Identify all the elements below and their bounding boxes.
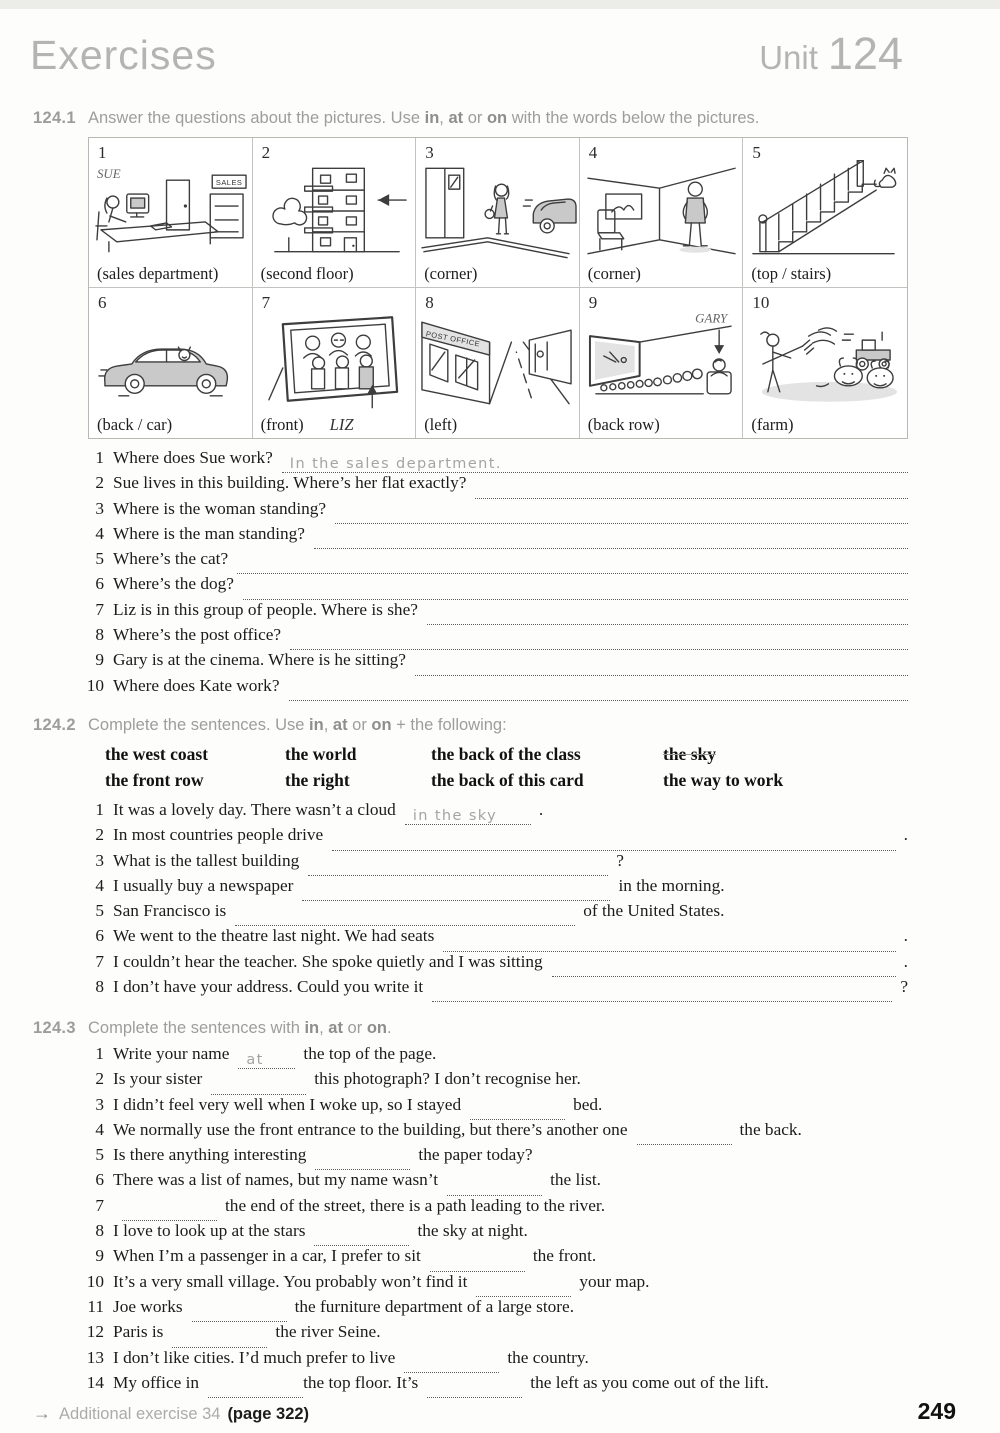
sentence-row xyxy=(78,1145,908,1170)
preposition-in: in xyxy=(424,109,440,127)
sentence-text-after-blank: of the United States. xyxy=(583,901,725,921)
question-text: Where is the man standing? xyxy=(113,523,305,543)
sentence-row xyxy=(78,876,908,901)
picture-caption: (corner) xyxy=(587,264,641,283)
sentence-text-after-blank: the end of the street, there is a path leading to the river. xyxy=(225,1195,606,1215)
question-row xyxy=(78,473,908,498)
picture-number: 8 xyxy=(425,293,434,312)
sentence-text: I couldn’t hear the teacher. She spoke quietly and I was sitting xyxy=(113,951,543,971)
unit-heading xyxy=(759,28,903,80)
sentence-text: It was a lovely day. There wasn’t a cloud xyxy=(113,800,396,819)
exercise-1-number: 124.1 xyxy=(33,109,76,127)
picture-cell-6 xyxy=(89,288,253,438)
exercise-2-sentences xyxy=(0,800,1000,1002)
answer-blank xyxy=(172,1334,267,1348)
answer-blank xyxy=(415,662,908,676)
question-text: Where does Kate work? xyxy=(113,675,280,695)
word-bank-item: the west coast xyxy=(105,744,209,764)
exercise-3-number: 124.3 xyxy=(33,1019,76,1037)
sentence-text: I don’t have your address. Could you write it xyxy=(113,977,424,997)
question-text: Where is the woman standing? xyxy=(113,498,327,518)
room-corner-illustration xyxy=(582,160,741,260)
sentence-text: It’s a very small village. You probably won’t find it xyxy=(113,1271,468,1291)
picture-number: 6 xyxy=(98,293,107,312)
sentence-row xyxy=(78,952,908,977)
sentence-text: When I’m a passenger in a car, I prefer to sit xyxy=(113,1246,421,1266)
sentence-text-after-blank: the paper today? xyxy=(418,1145,533,1165)
sentence-number: 11 xyxy=(87,1296,104,1316)
question-number: 5 xyxy=(95,549,104,569)
sentence-row xyxy=(78,1322,908,1347)
answer-blank xyxy=(475,485,908,499)
sentence-row xyxy=(78,1297,908,1322)
handwritten-answer: In the sales department. xyxy=(289,456,502,473)
answer-blank xyxy=(335,510,908,524)
word-bank-item: the world xyxy=(285,744,357,764)
answer-blank xyxy=(314,1232,409,1246)
picture-caption: (corner) xyxy=(424,264,478,283)
sentence-text-after-blank: . xyxy=(903,951,908,971)
sentence-row xyxy=(78,1348,908,1373)
sales-department-illustration xyxy=(91,160,250,260)
answer-blank xyxy=(289,687,909,701)
sentence-row xyxy=(78,1272,908,1297)
word-bank-item: the back of the class xyxy=(431,744,581,764)
question-row xyxy=(78,676,908,701)
exercise-2-number: 124.2 xyxy=(33,716,76,734)
sentence-text-after-blank: ? xyxy=(616,850,624,870)
sentence-text-after-blank: the back. xyxy=(739,1119,802,1139)
sentence-text: I love to look up at the stars xyxy=(113,1221,306,1241)
sentence-text: I don’t like cities. I’d much prefer to live xyxy=(113,1347,396,1367)
sentence-row xyxy=(78,901,908,926)
picture-number: 3 xyxy=(425,143,434,162)
picture-caption: (sales department) xyxy=(97,264,219,283)
picture-cell-4 xyxy=(580,138,744,288)
picture-number: 5 xyxy=(752,143,761,162)
preposition-at: at xyxy=(328,1019,343,1037)
sentence-number: 6 xyxy=(95,1170,104,1190)
post-office-street-illustration xyxy=(418,310,577,410)
page-reference: (page 322) xyxy=(227,1405,310,1423)
answer-blank xyxy=(192,1308,287,1322)
sentence-text-after-blank: in the morning. xyxy=(618,875,725,895)
answer-blank xyxy=(476,1283,571,1297)
question-number: 8 xyxy=(95,625,104,645)
page-footer xyxy=(33,1398,956,1425)
answer-blank xyxy=(637,1131,732,1145)
sentence-row xyxy=(78,1221,908,1246)
answer-blank xyxy=(315,1156,410,1170)
picture-cell-9 xyxy=(580,288,744,438)
additional-exercise-ref xyxy=(33,1403,309,1424)
picture-number: 2 xyxy=(261,143,271,162)
answer-blank xyxy=(122,1207,217,1221)
sentence-number: 7 xyxy=(95,951,104,971)
question-number: 6 xyxy=(95,574,104,594)
question-text: Sue lives in this building. Where’s her flat exactly? xyxy=(113,473,467,493)
instruction-text: , xyxy=(319,1019,329,1037)
picture-cell-7 xyxy=(253,288,417,438)
instruction-text: Answer the questions about the pictures. Use xyxy=(88,109,425,127)
sue-label: SUE xyxy=(96,166,121,182)
preposition-in: in xyxy=(309,716,324,734)
answer-blank xyxy=(447,1182,542,1196)
answer-blank xyxy=(238,1052,295,1069)
preposition-on: on xyxy=(486,109,508,127)
sentence-number: 5 xyxy=(95,1145,104,1165)
picture-cell-3 xyxy=(416,138,580,288)
question-row xyxy=(78,600,908,625)
sales-sign-label: SALES xyxy=(215,178,243,188)
question-number: 10 xyxy=(86,675,104,695)
sentence-number: 13 xyxy=(86,1347,104,1367)
preposition-in: in xyxy=(304,1019,320,1037)
preposition-at: at xyxy=(448,109,464,127)
sentence-text-after-blank: the furniture department of a large store. xyxy=(294,1296,575,1316)
question-number: 4 xyxy=(95,523,104,543)
sentence-number: 2 xyxy=(95,825,104,845)
instruction-text: , xyxy=(439,109,449,127)
question-text: Where does Sue work? xyxy=(113,448,273,467)
exercise-3-sentences xyxy=(0,1044,1000,1398)
sentence-text: We went to the theatre last night. We had seats xyxy=(113,926,435,946)
exercise-1-instruction xyxy=(88,109,759,128)
picture-number: 9 xyxy=(588,293,598,312)
sentence-number: 8 xyxy=(95,977,104,997)
sentence-text: There was a list of names, but my name wasn’t xyxy=(113,1170,439,1190)
answer-blank xyxy=(308,862,608,876)
answer-blank xyxy=(237,560,908,574)
sentence-text-after-blank: . xyxy=(538,800,544,819)
sentence-text-after-blank: the top of the page. xyxy=(303,1044,437,1063)
sentence-number: 7 xyxy=(95,1195,104,1215)
picture-caption: (farm) xyxy=(751,415,794,434)
right-arrow-icon: → xyxy=(33,1403,51,1423)
sentence-text-after-blank: this photograph? I don’t recognise her. xyxy=(314,1069,581,1089)
answer-blank xyxy=(290,636,908,650)
staircase-cat-illustration xyxy=(745,160,904,260)
sentence-text-after-blank: bed. xyxy=(573,1094,603,1114)
liz-label: LIZ xyxy=(329,415,354,434)
picture-number: 7 xyxy=(261,293,271,312)
picture-caption: (back row) xyxy=(587,415,660,434)
answer-blank xyxy=(314,535,908,549)
picture-caption: (left) xyxy=(424,415,458,434)
sentence-row xyxy=(78,1044,908,1069)
answer-blank xyxy=(470,1106,565,1120)
sentence-text-after-blank: the river Seine. xyxy=(275,1322,381,1342)
picture-number: 1 xyxy=(98,143,107,162)
sentence-number: 3 xyxy=(95,1094,104,1114)
sentence-text: San Francisco is xyxy=(113,901,227,921)
question-text: Where’s the dog? xyxy=(113,574,234,594)
answer-blank xyxy=(427,611,908,625)
picture-cell-5 xyxy=(743,138,907,288)
unit-word: Unit xyxy=(759,39,818,76)
sentence-text: Write your name xyxy=(113,1044,230,1063)
instruction-text: . xyxy=(386,1019,392,1037)
sentence-number: 1 xyxy=(95,1044,104,1063)
sentence-row xyxy=(78,1095,908,1120)
word-bank-item: the way to work xyxy=(663,770,784,790)
sentence-number: 4 xyxy=(95,1119,104,1139)
sentence-text: Paris is xyxy=(113,1322,164,1342)
question-row xyxy=(78,650,908,675)
sentence-row xyxy=(78,1373,908,1398)
question-number: 2 xyxy=(95,473,104,493)
answer-blank xyxy=(208,1384,303,1398)
sentence-text: I usually buy a newspaper xyxy=(113,875,294,895)
sentence-row xyxy=(78,1246,908,1271)
exercise-3-heading xyxy=(33,1019,960,1038)
picture-caption: (back / car) xyxy=(97,415,173,434)
answer-blank xyxy=(430,1258,525,1272)
exercise-3-instruction xyxy=(88,1019,392,1038)
question-row xyxy=(78,499,908,524)
sentence-number: 4 xyxy=(95,875,104,895)
unit-number: 124 xyxy=(827,28,903,79)
instruction-text: with the words below the pictures. xyxy=(507,109,760,127)
picture-caption: (second floor) xyxy=(260,264,354,283)
question-text: Gary is at the cinema. Where is he sitting? xyxy=(113,650,406,670)
sentence-row xyxy=(78,977,908,1002)
answer-blank xyxy=(302,887,610,901)
sentence-row xyxy=(78,1069,908,1094)
answer-blank xyxy=(243,586,908,600)
answer-blank xyxy=(405,808,531,825)
answer-blank xyxy=(404,1359,499,1373)
answer-blank xyxy=(211,1081,306,1095)
picture-grid xyxy=(88,137,908,439)
answer-blank-2 xyxy=(427,1384,522,1398)
question-text: Where’s the cat? xyxy=(113,549,229,569)
sentence-text-after-blank: ? xyxy=(900,977,908,997)
sentence-row xyxy=(78,825,908,850)
word-bank-item: the back of this card xyxy=(431,770,584,790)
instruction-text: or xyxy=(347,716,372,734)
answer-blank xyxy=(235,912,575,926)
sentence-number: 2 xyxy=(95,1069,104,1089)
cinema-back-row-illustration xyxy=(582,310,741,410)
word-bank-item: the front row xyxy=(105,770,204,790)
question-number: 1 xyxy=(95,448,104,467)
sentence-text-after-blank: . xyxy=(903,825,908,845)
sentence-number: 3 xyxy=(95,850,104,870)
sentence-text-after-blank: your map. xyxy=(579,1271,650,1291)
question-number: 9 xyxy=(95,650,104,670)
page-title: Exercises xyxy=(30,32,217,78)
preposition-on: on xyxy=(366,1019,387,1037)
exercise-1-questions xyxy=(0,448,1000,701)
picture-cell-10 xyxy=(743,288,907,438)
sentence-text: I didn’t feel very well when I woke up, so I stayed xyxy=(113,1094,462,1114)
instruction-text: or xyxy=(342,1019,367,1037)
sentence-text: Joe works xyxy=(113,1296,183,1316)
sentence-number: 1 xyxy=(95,800,104,819)
sentence-text-after-blank: . xyxy=(903,926,908,946)
sentence-row xyxy=(78,926,908,951)
instruction-text: Complete the sentences. Use xyxy=(88,716,310,734)
word-bank xyxy=(105,744,783,791)
preposition-at: at xyxy=(332,716,348,734)
question-number: 3 xyxy=(95,498,104,518)
caption-text: (front) xyxy=(260,415,304,434)
sentence-text: We normally use the front entrance to the building, but there’s another one xyxy=(113,1119,628,1139)
exercise-2-instruction xyxy=(88,716,507,735)
building-second-floor-illustration xyxy=(255,160,414,260)
question-row xyxy=(78,549,908,574)
page-header xyxy=(30,28,903,80)
sentence-text: Is your sister xyxy=(113,1069,203,1089)
question-row xyxy=(78,448,908,473)
sentence-text-after-blank: the front. xyxy=(532,1246,597,1266)
question-row xyxy=(78,625,908,650)
sentence-text: Is there anything interesting xyxy=(113,1145,307,1165)
sentence-row xyxy=(78,1170,908,1195)
sentence-number: 14 xyxy=(86,1372,104,1392)
answer-blank xyxy=(282,456,908,473)
sentence-text-after-blank: the sky at night. xyxy=(417,1221,528,1241)
sentence-number: 9 xyxy=(95,1246,104,1266)
word-bank-item: the right xyxy=(285,770,350,790)
picture-cell-1 xyxy=(89,138,253,288)
sentence-number: 10 xyxy=(86,1271,104,1291)
answer-blank xyxy=(443,938,895,952)
exercise-1-heading xyxy=(33,109,960,128)
picture-cell-2 xyxy=(253,138,417,288)
instruction-text: + the following: xyxy=(391,716,507,734)
sentence-number: 5 xyxy=(95,901,104,921)
sentence-row xyxy=(78,851,908,876)
family-photo-illustration xyxy=(255,310,414,410)
sentence-row xyxy=(78,800,908,825)
post-office-sign-label: POST OFFICE xyxy=(425,329,482,349)
sentence-number: 8 xyxy=(95,1221,104,1241)
street-corner-illustration xyxy=(418,160,577,260)
question-text: Where’s the post office? xyxy=(113,625,282,645)
picture-caption: (top / stairs) xyxy=(751,264,832,283)
sentence-number: 12 xyxy=(86,1322,104,1342)
instruction-text: , xyxy=(323,716,333,734)
sentence-text: In most countries people drive xyxy=(113,825,324,845)
page-number: 249 xyxy=(917,1398,956,1424)
question-row xyxy=(78,574,908,599)
preposition-on: on xyxy=(371,716,392,734)
picture-caption xyxy=(261,415,354,435)
picture-number: 10 xyxy=(752,293,770,312)
sentence-text-after-blank: the left as you come out of the lift. xyxy=(530,1372,769,1392)
question-row xyxy=(78,524,908,549)
word-bank-item-crossed-out: the sky xyxy=(663,744,716,764)
instruction-text: Complete the sentences with xyxy=(88,1019,305,1037)
answer-blank xyxy=(432,988,892,1002)
instruction-text: or xyxy=(463,109,487,127)
handwritten-answer: at xyxy=(246,1052,264,1069)
question-text: Liz is in this group of people. Where is she? xyxy=(113,599,418,619)
answer-blank xyxy=(332,837,895,851)
sentence-text-after-blank: the list. xyxy=(550,1170,601,1190)
gary-label: GARY xyxy=(694,310,728,326)
sentence-text-after-blank: the country. xyxy=(507,1347,589,1367)
additional-exercise-text: Additional exercise 34 xyxy=(59,1405,221,1423)
exercise-2-heading xyxy=(33,716,960,735)
sentence-text-middle: the top floor. It’s xyxy=(303,1372,419,1392)
answer-blank xyxy=(552,963,896,977)
sentence-text: What is the tallest building xyxy=(113,850,300,870)
picture-number: 4 xyxy=(588,143,598,162)
car-dog-illustration xyxy=(91,310,250,410)
sentence-number: 6 xyxy=(95,926,104,946)
sentence-row xyxy=(78,1120,908,1145)
sentence-row xyxy=(78,1196,908,1221)
farm-illustration xyxy=(745,310,904,410)
question-number: 7 xyxy=(95,599,104,619)
handwritten-answer: in the sky xyxy=(412,808,498,825)
picture-cell-8 xyxy=(416,288,580,438)
sentence-text: My office in xyxy=(113,1372,200,1392)
